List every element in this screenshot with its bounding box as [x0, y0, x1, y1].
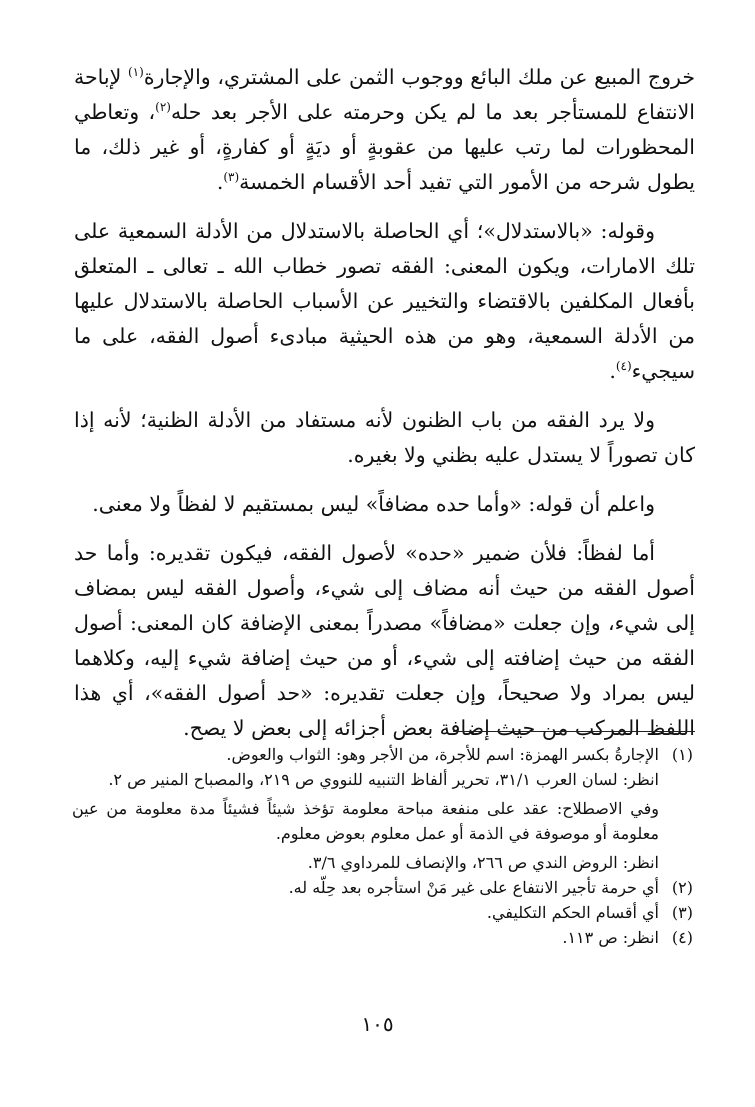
footnote-4 — [72, 925, 693, 950]
footnote-4-number: (٤) — [671, 928, 693, 947]
paragraph-4: واعلم أن قوله: «وأما حده مضافاً» ليس بمستقيم لا لفظاً ولا معنى. — [92, 492, 655, 516]
footnote-1-terminology: وفي الاصطلاح: عقد على منفعة مباحة معلومة تؤخذ شيئاً فشيئاً مدة معلومة من عين معلومة أو موصوفة في الذمة أو عمل معلوم بعوض معلوم. — [72, 799, 659, 843]
footnote-1-reference-1: انظر: لسان العرب ٣١/١، تحرير ألفاظ التنبيه للنووي ص ٢١٩، والمصباح المنير ص ٢. — [108, 770, 659, 789]
footnote-3 — [72, 900, 693, 925]
paragraph-1-part-a: خروج المبيع عن ملك البائع ووجوب الثمن على المشتري، والإجارة — [143, 65, 695, 89]
footnote-2-number: (٢) — [671, 878, 693, 897]
paragraph-2 — [74, 214, 695, 389]
main-text — [74, 60, 695, 760]
footnote-2 — [72, 875, 693, 900]
footnote-ref-2[interactable]: (٢) — [155, 100, 171, 115]
paragraph-5: أما لفظاً: فلأن ضمير «حده» لأصول الفقه، فيكون تقديره: وأما حد أصول الفقه من حيث أنه مضاف إلى شيء، وأصول الفقه ليس بمضاف إلى شيء، وإن جعلت «مضافاً» مصدراً بمعنى الإضافة كان المعنى: أصول الفقه من حيث إضافته إلى شيء، أو من حيث إضافة شيء إليه، وكلاهما ليس بمراد ولا صحيحاً، وإن جعلت تقديره: «حد أصول الفقه»، أي هذا اللفظ المركب من حيث إضافة بعض أجزائه إلى بعض لا يصح. — [74, 541, 695, 740]
footnote-1 — [72, 742, 693, 767]
footnote-1-number: (١) — [671, 745, 693, 764]
footnote-ref-3[interactable]: (٣) — [223, 170, 240, 185]
paragraph-3: ولا يرد الفقه من باب الظنون لأنه مستفاد من الأدلة الظنية؛ لأنه إذا كان تصوراً لا يستدل عليه بظني ولا بغيره. — [74, 408, 695, 467]
footnotes — [72, 742, 693, 950]
paragraph-1 — [74, 60, 695, 200]
paragraph-1-part-b: لإباحة الانتفاع للمستأجر بعد ما لم يكن وحرمته على الأجر بعد حله — [74, 65, 695, 124]
footnote-ref-1[interactable]: (١) — [127, 65, 144, 80]
paragraph-2-part-a: وقوله: «بالاستدلال»؛ أي الحاصلة بالاستدلال من الأدلة السمعية على تلك الامارات، ويكون المعنى: الفقه تصور خطاب الله ـ تعالى ـ المتعلق بأفعال المكلفين بالاقتضاء والتخيير عن الأسباب الحاصلة بالاستدلال عليها من الأدلة السمعية، وهو من هذه الحيثية مبادىء أصول الفقه، على ما سيجيء — [74, 219, 695, 383]
footnote-separator — [453, 731, 695, 732]
paragraph-1-part-d: . — [216, 170, 224, 194]
paragraph-2-part-b: . — [609, 359, 616, 383]
paragraph-1-part-c: ، وتعاطي المحظورات لما رتب عليها من عقوبةٍ أو ديَةٍ أو كفارةٍ، أو غير ذلك، ما يطول شرحه من الأمور التي تفيد أحد الأقسام الخمسة — [74, 100, 695, 194]
footnote-3-text: أي أقسام الحكم التكليفي. — [486, 903, 659, 922]
footnote-1-reference-2: انظر: الروض الندي ص ٢٦٦، والإنصاف للمرداوي ٣/٦. — [307, 853, 659, 872]
page-number: ١٠٥ — [361, 1012, 394, 1036]
footnote-2-text: أي حرمة تأجير الانتفاع على غير مَنْ استأجره بعد حِلّه له. — [288, 878, 659, 897]
footnote-1-text: الإجارةُ بكسر الهمزة: اسم للأجرة، من الأجر وهو: الثواب والعوض. — [226, 745, 659, 764]
footnote-4-text: انظر: ص ١١٣. — [562, 928, 659, 947]
footnote-3-number: (٣) — [671, 903, 693, 922]
footnote-ref-4[interactable]: (٤) — [615, 359, 632, 374]
